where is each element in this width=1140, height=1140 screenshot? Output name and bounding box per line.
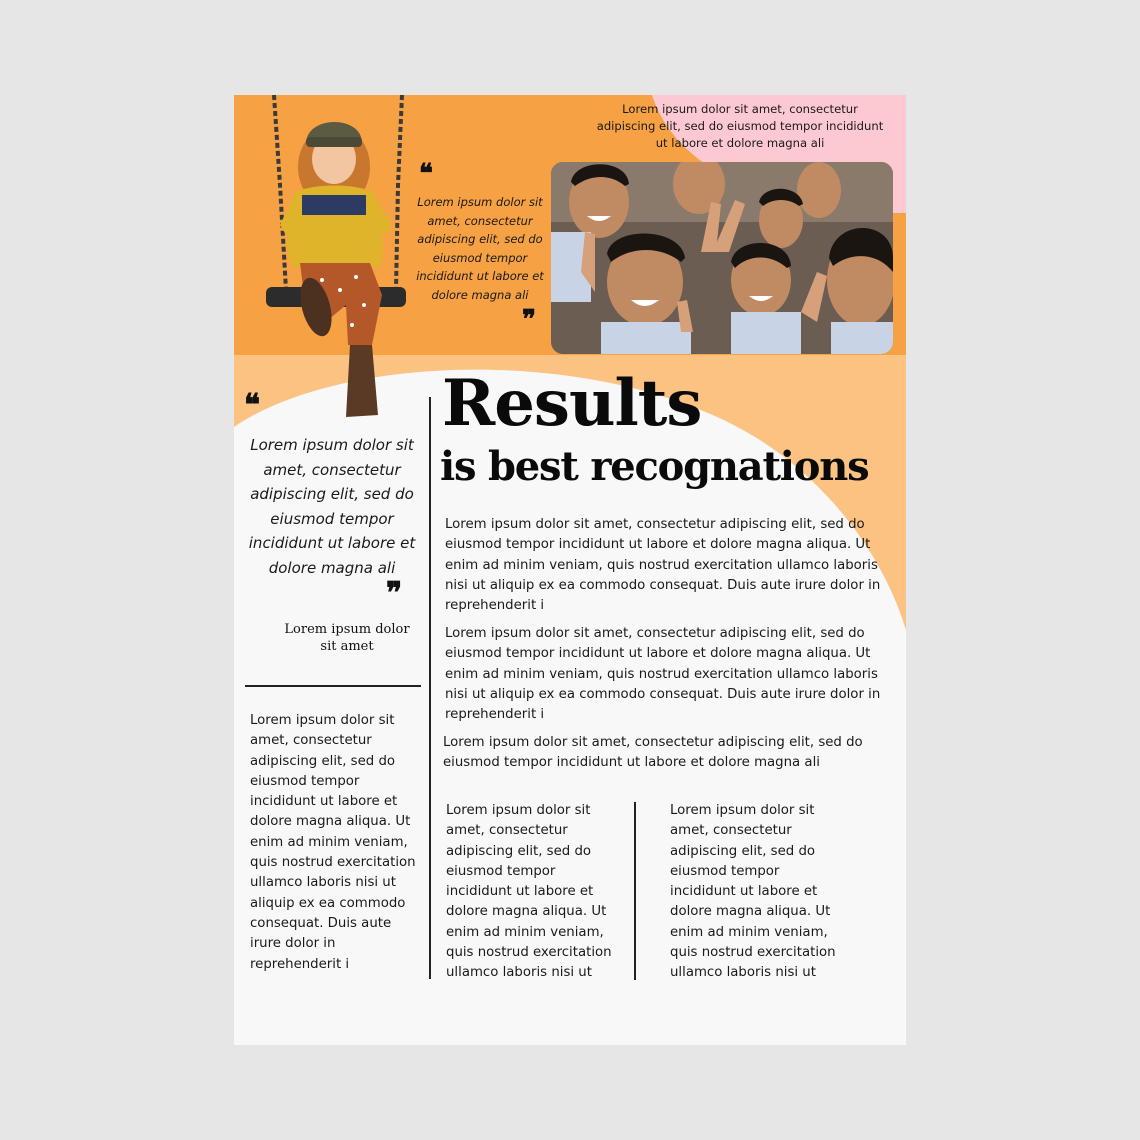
headline-subtitle: is best recognations: [440, 443, 869, 490]
main-column-rule: [429, 397, 431, 979]
sidebar-open-quote-icon: ❝: [244, 388, 261, 423]
header-quote-text: Lorem ipsum dolor sit amet, consectetur adipiscing elit, sed do eiusmod tempor incididunt ut labore et dolore magna ali: [416, 195, 544, 302]
column-divider: [634, 802, 636, 980]
sidebar-quote-text: Lorem ipsum dolor sit amet, consectetur adipiscing elit, sed do eiusmod tempor incididunt ut labore et dolore magna ali: [248, 436, 416, 577]
flyer-page: [234, 95, 906, 1045]
photo-child-on-swing: [252, 95, 412, 423]
column-right-text: Lorem ipsum dolor sit amet, consectetur adipiscing elit, sed do eiusmod tempor incididunt ut labore et dolore magna aliqua. Ut enim ad minim veniam, quis nostrud exercitation ullamco laboris nisi ut: [670, 803, 836, 981]
sidebar-body: Lorem ipsum dolor sit amet, consectetur adipiscing elit, sed do eiusmod tempor incididunt ut labore et dolore magna aliqua. Ut enim ad minim veniam, quis nostrud exercitation ullamco laboris nisi ut aliquip ex ea commodo consequat. Duis aute irure dolor in reprehenderit i: [250, 713, 416, 972]
sidebar-close-quote-icon: ❞: [386, 576, 403, 611]
main-paragraph-2: Lorem ipsum dolor sit amet, consectetur adipiscing elit, sed do eiusmod tempor incididunt ut labore et dolore magna aliqua. Ut enim ad minim veniam, quis nostrud exercitation ullamco laboris nisi ut aliquip ex ea commodo consequat. Duis aute irure dolor in reprehenderit i: [445, 626, 881, 723]
sidebar-divider: [245, 685, 421, 687]
sidebar-attribution: Lorem ipsum dolor sit amet: [284, 622, 410, 654]
headline-results: Results: [442, 366, 702, 441]
top-caption: Lorem ipsum dolor sit amet, consectetur adipiscing elit, sed do eiusmod tempor incididunt ut labore et dolore magna ali: [596, 102, 884, 150]
photo-group-of-children: [551, 162, 893, 354]
main-paragraph-3: Lorem ipsum dolor sit amet, consectetur adipiscing elit, sed do eiusmod tempor incididunt ut labore et dolore magna ali: [443, 735, 863, 771]
main-paragraph-1: Lorem ipsum dolor sit amet, consectetur adipiscing elit, sed do eiusmod tempor incididunt ut labore et dolore magna aliqua. Ut enim ad minim veniam, quis nostrud exercitation ullamco laboris nisi ut aliquip ex ea commodo consequat. Duis aute irure dolor in reprehenderit i: [445, 517, 881, 614]
open-quote-icon: ❝: [419, 159, 433, 189]
column-left-text: Lorem ipsum dolor sit amet, consectetur adipiscing elit, sed do eiusmod tempor incididunt ut labore et dolore magna aliqua. Ut enim ad minim veniam, quis nostrud exercitation ullamco laboris nisi ut: [446, 803, 612, 981]
close-quote-icon: ❞: [522, 305, 536, 335]
